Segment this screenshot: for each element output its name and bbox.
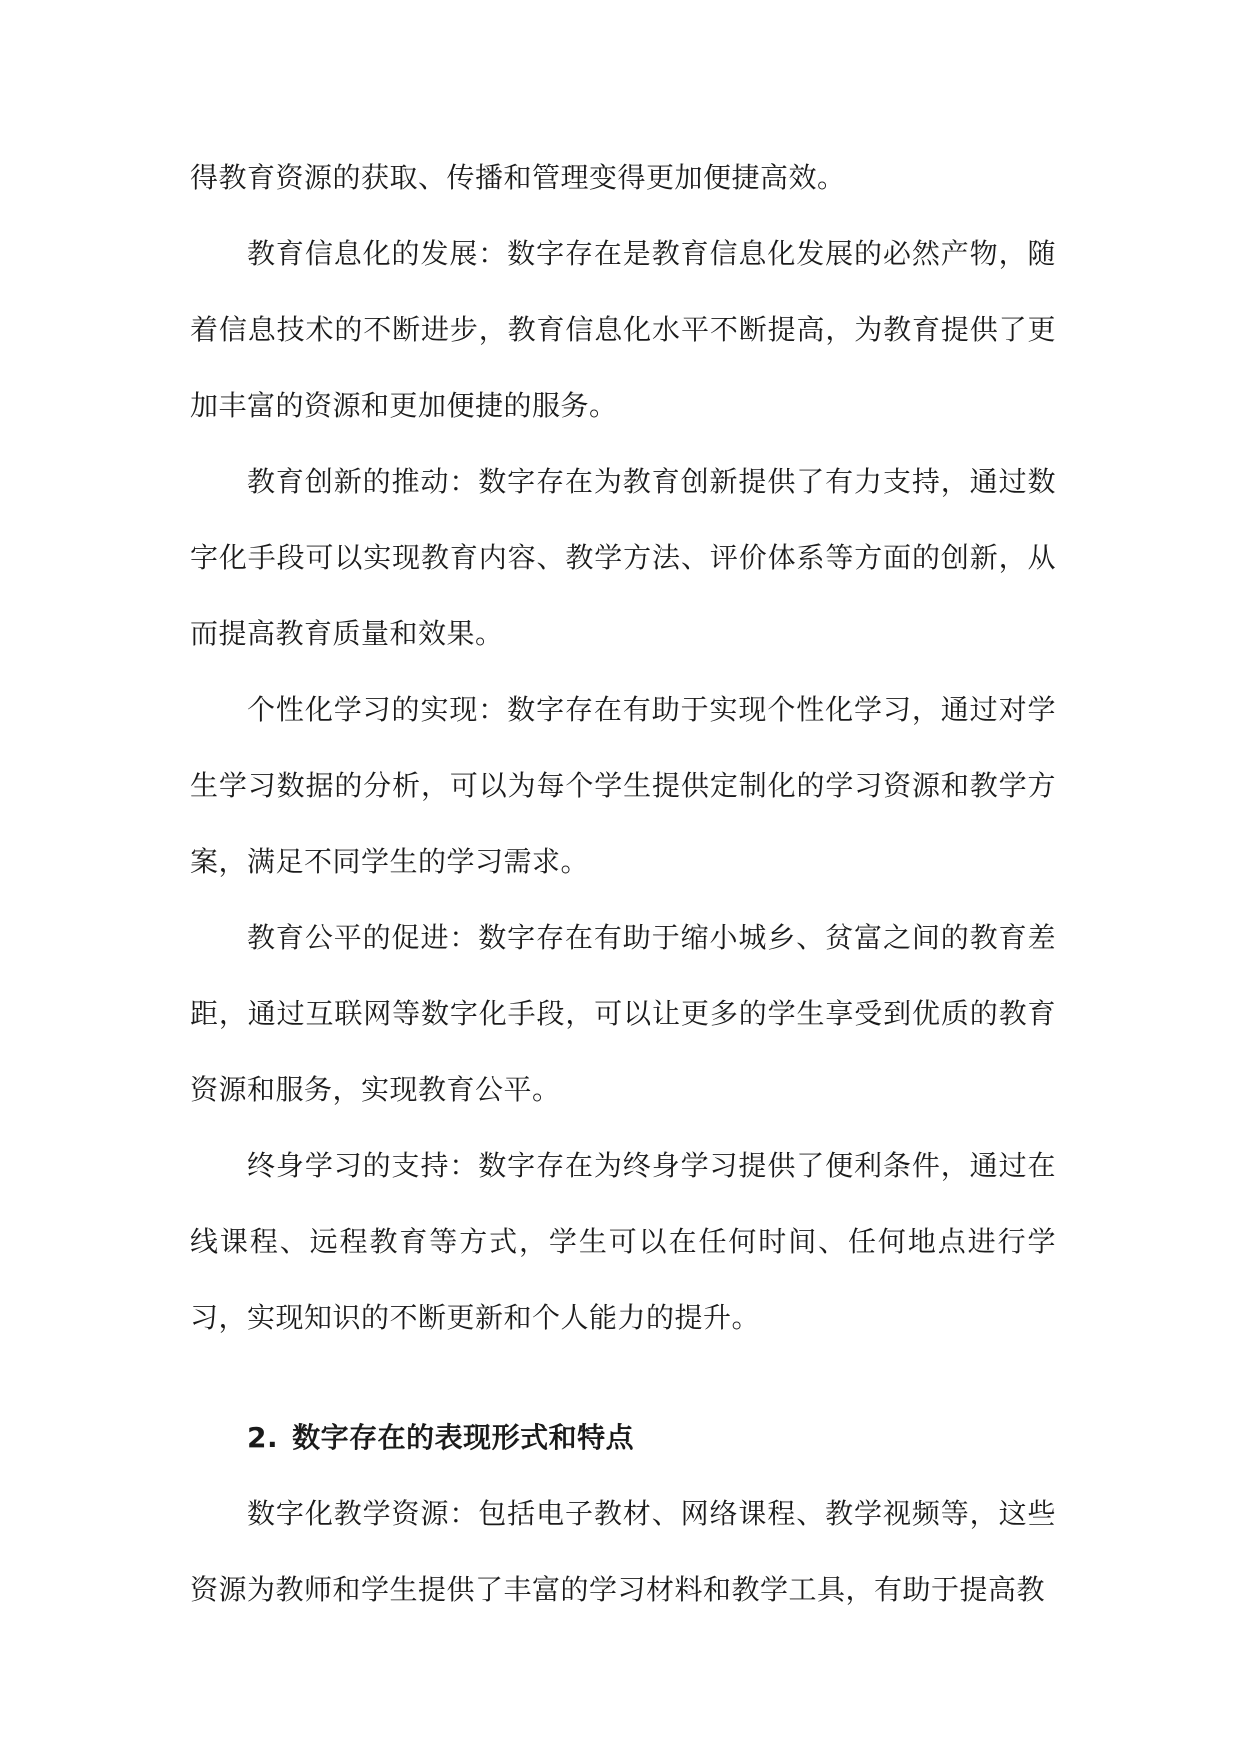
paragraph-personalized-learning: 个性化学习的实现：数字存在有助于实现个性化学习，通过对学生学习数据的分析，可以为每个学生提供定制化的学习资源和教学方案，满足不同学生的学习需求。	[190, 693, 1056, 878]
continuation-paragraph: 得教育资源的获取、传播和管理变得更加便捷高效。	[190, 161, 846, 194]
document-body	[190, 140, 1056, 1628]
paragraph-education-informatization: 教育信息化的发展：数字存在是教育信息化发展的必然产物，随着信息技术的不断进步，教育信息化水平不断提高，为教育提供了更加丰富的资源和更加便捷的服务。	[190, 237, 1056, 422]
section-title: 数字存在的表现形式和特点	[292, 1421, 635, 1454]
paragraph-education-innovation: 教育创新的推动：数字存在为教育创新提供了有力支持，通过数字化手段可以实现教育内容、教学方法、评价体系等方面的创新，从而提高教育质量和效果。	[190, 465, 1056, 650]
paragraph-digital-resources: 数字化教学资源：包括电子教材、网络课程、教学视频等，这些资源为教师和学生提供了丰富的学习材料和教学工具，有助于提高教	[190, 1497, 1056, 1606]
paragraph-lifelong-learning: 终身学习的支持：数字存在为终身学习提供了便利条件，通过在线课程、远程教育等方式，学生可以在任何时间、任何地点进行学习，实现知识的不断更新和个人能力的提升。	[190, 1149, 1056, 1334]
paragraph-education-equity: 教育公平的促进：数字存在有助于缩小城乡、贫富之间的教育差距，通过互联网等数字化手段，可以让更多的学生享受到优质的教育资源和服务，实现教育公平。	[190, 921, 1056, 1106]
section-heading	[190, 1400, 1056, 1476]
section-number: 2.	[247, 1421, 279, 1454]
